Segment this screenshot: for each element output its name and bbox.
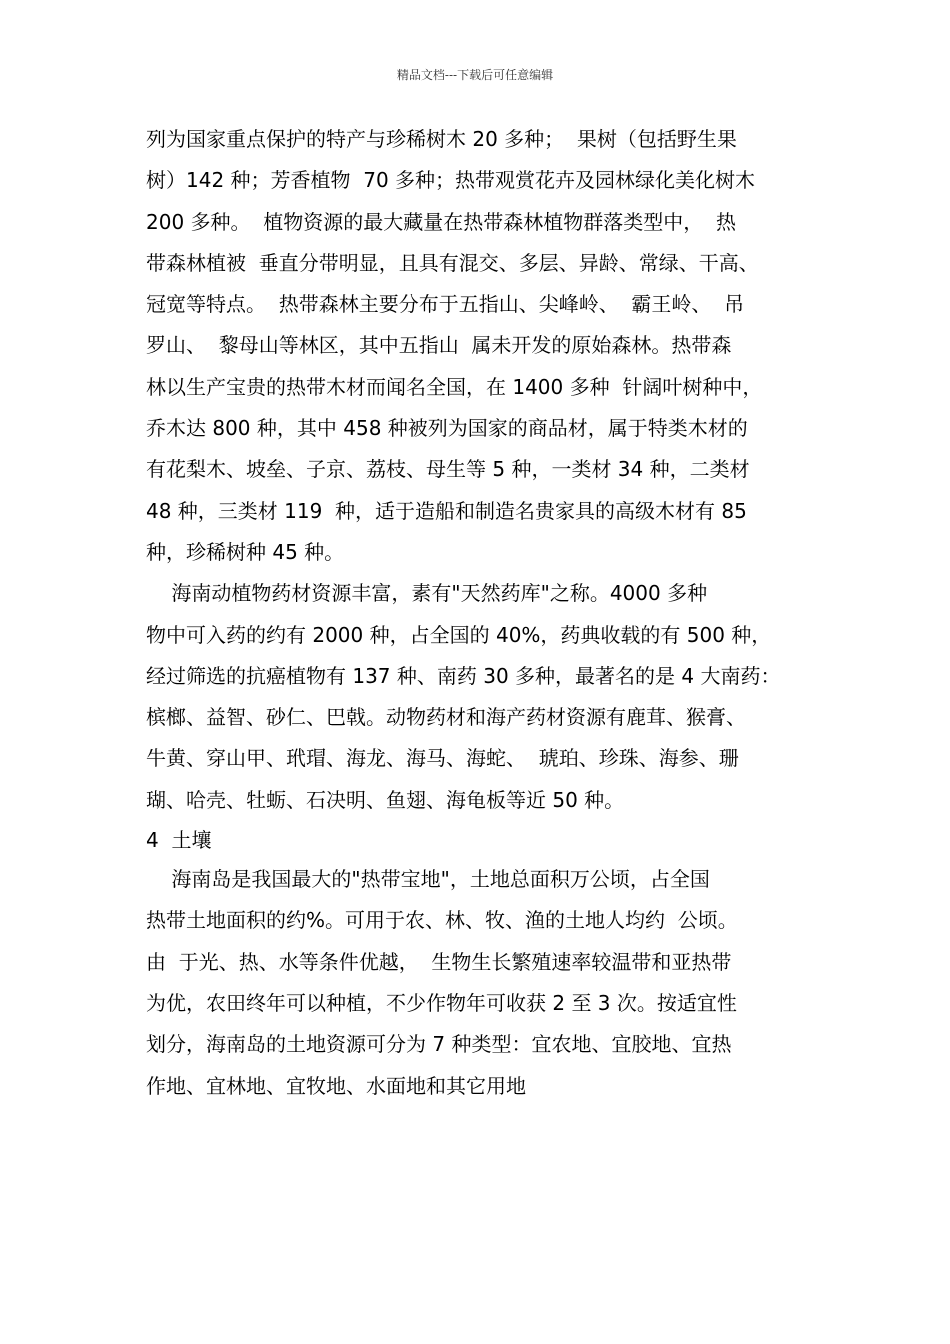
text-line: 牛黄、穿山甲、玳瑁、海龙、海马、海蛇、 琥珀、珍珠、海参、珊 [146,746,739,771]
section-heading: 4 土壤 [146,828,212,853]
text-line: 冠宽等特点。 热带森林主要分布于五指山、尖峰岭、 霸王岭、 吊 [146,292,745,317]
text-line: 为优，农田终年可以种植，不少作物年可收获 2 至 3 次。按适宜性 [146,990,737,1015]
text-line: 经过筛选的抗癌植物有 137 种、南药 30 多种，最著名的是 4 大南药： [146,663,781,688]
document-body [146,119,826,1107]
text-line: 带森林植被 垂直分带明显，且具有混交、多层、异龄、常绿、干高、 [146,250,759,275]
text-line: 海南岛是我国最大的"热带宝地"，土地总面积万公顷，占全国 [146,867,710,892]
text-line: 热带土地面积的约%。可用于农、林、牧、渔的土地人均约 公顷。 [146,908,738,933]
text-line: 瑚、哈壳、牡蛎、石决明、鱼翅、海龟板等近 50 种。 [146,787,625,812]
text-line: 有花梨木、坡垒、子京、荔枝、母生等 5 种，一类材 34 种，二类材 [146,457,750,482]
text-line: 林以生产宝贵的热带木材而闻名全国，在 1400 多种 针阔叶树种中， [146,374,763,399]
text-line: 海南动植物药材资源丰富，素有"天然药库"之称。4000 多种 [146,581,708,606]
text-line: 由 于光、热、水等条件优越， 生物生长繁殖速率较温带和亚热带 [146,949,732,974]
text-line: 作地、宜林地、宜牧地、水面地和其它用地 [146,1073,526,1098]
text-line: 罗山、 黎母山等林区，其中五指山 属未开发的原始森林。热带森 [146,333,732,358]
text-line: 槟榔、益智、砂仁、巴戟。动物药材和海产药材资源有鹿茸、猴膏、 [146,705,746,730]
text-line: 树）142 种；芳香植物 70 多种；热带观赏花卉及园林绿化美化树木 [146,168,756,193]
text-line: 48 种，三类材 119 种，适于造船和制造名贵家具的高级木材有 85 [146,498,747,523]
text-line: 列为国家重点保护的特产与珍稀树木 20 多种； 果树（包括野生果 [146,127,737,151]
page-header: 精品文档---下载后可任意编辑 [396,68,554,82]
text-line: 物中可入药的约有 2000 种，占全国的 40%，药典收载的有 500 种， [146,622,772,647]
text-line: 划分，海南岛的土地资源可分为 7 种类型：宜农地、宜胶地、宜热 [146,1032,732,1057]
text-line: 200 多种。 植物资源的最大藏量在热带森林植物群落类型中， 热 [146,209,736,234]
text-line: 种，珍稀树种 45 种。 [146,539,345,564]
text-line: 乔木达 800 种，其中 458 种被列为国家的商品材，属于特类木材的 [146,416,748,441]
